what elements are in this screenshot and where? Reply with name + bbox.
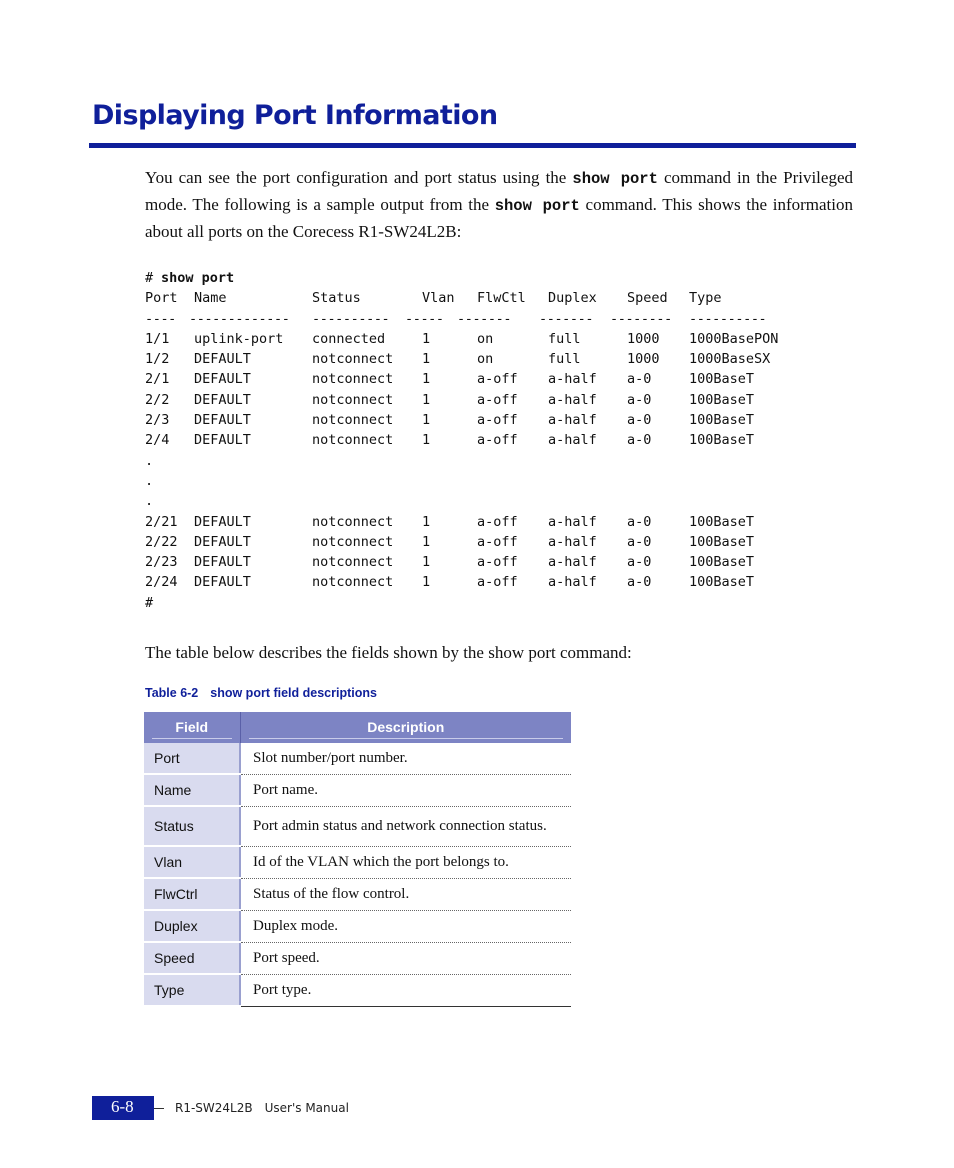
cli-cell: a-off	[477, 412, 518, 429]
cli-cell: 1000BaseSX	[689, 351, 771, 368]
cli-prompt: #	[145, 594, 154, 611]
table-row	[144, 974, 571, 1006]
cli-cell: DEFAULT	[194, 371, 251, 388]
cli-cell: 100BaseT	[689, 391, 755, 408]
cli-cell: a-half	[548, 391, 597, 408]
cli-cell: a-off	[477, 432, 518, 449]
description-cell: Port name.	[240, 774, 571, 806]
field-cell: Speed	[144, 942, 240, 974]
cli-cell: 1	[422, 554, 431, 571]
cli-header-cell: Type	[689, 290, 722, 307]
cli-header-cell: Speed	[627, 290, 668, 307]
intro-text-2: command in the Privileged mode. The following is a sample output from the	[145, 168, 853, 214]
title-rule	[89, 143, 856, 148]
cli-cell: 2/21	[145, 513, 178, 530]
cli-cell: DEFAULT	[194, 513, 251, 530]
cli-cell: DEFAULT	[194, 554, 251, 571]
cli-cell: uplink-port	[194, 330, 284, 347]
cli-cell: 1	[422, 574, 431, 591]
cli-cell: a-off	[477, 513, 518, 530]
cli-cell: a-0	[627, 513, 652, 530]
cli-cell: 1	[422, 513, 431, 530]
description-cell: Port admin status and network connection status.	[240, 806, 571, 846]
cli-cell: a-half	[548, 412, 597, 429]
cli-cell: DEFAULT	[194, 412, 251, 429]
description-cell: Slot number/port number.	[240, 743, 571, 774]
cli-header-cell: Vlan	[422, 290, 455, 307]
cli-cell: 2/24	[145, 574, 178, 591]
description-cell: Duplex mode.	[240, 910, 571, 942]
cli-header-cell: Duplex	[548, 290, 597, 307]
cli-cell: 100BaseT	[689, 371, 755, 388]
cli-cell: 2/1	[145, 371, 170, 388]
cli-ellipsis-dot: .	[145, 452, 154, 469]
cli-cell: 100BaseT	[689, 533, 755, 550]
cli-cell: a-0	[627, 574, 652, 591]
cli-header-cell: Name	[194, 290, 227, 307]
table-row	[144, 774, 571, 806]
cli-separator: -------	[539, 310, 594, 327]
cli-cell: 1/2	[145, 351, 170, 368]
cli-header-cell: Port	[145, 290, 178, 307]
cli-cell: connected	[312, 330, 386, 347]
cli-cell: DEFAULT	[194, 574, 251, 591]
cli-separator: ----------	[312, 310, 390, 327]
description-cell: Port type.	[240, 974, 571, 1006]
cli-cell: 1	[422, 330, 431, 347]
cli-cell: 2/2	[145, 391, 170, 408]
cli-cell: notconnect	[312, 574, 394, 591]
cli-cell: notconnect	[312, 351, 394, 368]
cli-separator: -------------	[189, 310, 290, 327]
cli-cell: a-off	[477, 391, 518, 408]
field-cell: Port	[144, 743, 240, 774]
cli-cell: DEFAULT	[194, 533, 251, 550]
cli-header-cell: FlwCtl	[477, 290, 526, 307]
cli-cell: 1	[422, 432, 431, 449]
cli-cell: 1000	[627, 330, 660, 347]
cli-cell: 2/23	[145, 554, 178, 571]
footer-manual-title	[175, 1101, 349, 1115]
cli-cell: DEFAULT	[194, 351, 251, 368]
cli-cell: a-half	[548, 533, 597, 550]
table-caption	[145, 686, 377, 700]
cli-command: show port	[161, 270, 235, 286]
table-row	[144, 910, 571, 942]
cli-cell: a-off	[477, 554, 518, 571]
field-cell: Vlan	[144, 846, 240, 878]
inline-command: show port	[494, 197, 580, 215]
field-cell: FlwCtrl	[144, 878, 240, 910]
cli-cell: notconnect	[312, 554, 394, 571]
page-number: 6-8	[111, 1097, 134, 1116]
cli-cell: on	[477, 351, 494, 368]
cli-prompt: #	[145, 270, 154, 286]
cli-cell: DEFAULT	[194, 432, 251, 449]
cli-cell: 1	[422, 533, 431, 550]
description-cell: Id of the VLAN which the port belongs to.	[240, 846, 571, 878]
description-cell: Status of the flow control.	[240, 878, 571, 910]
footer-dash	[154, 1108, 164, 1109]
table-row	[144, 846, 571, 878]
intro-text-1: You can see the port configuration and port status using the	[145, 168, 573, 187]
cli-cell: DEFAULT	[194, 391, 251, 408]
cli-cell: 2/22	[145, 533, 178, 550]
table-row	[144, 743, 571, 774]
cli-separator: -------	[457, 310, 512, 327]
cli-cell: a-half	[548, 554, 597, 571]
cli-cell: on	[477, 330, 494, 347]
cli-cell: notconnect	[312, 513, 394, 530]
cli-cell: 100BaseT	[689, 513, 755, 530]
cli-cell: a-half	[548, 371, 597, 388]
cli-header-cell: Status	[312, 290, 361, 307]
cli-cell: a-off	[477, 371, 518, 388]
cli-separator: ----------	[689, 310, 767, 327]
cli-cell: 2/3	[145, 412, 170, 429]
inline-command: show port	[572, 170, 658, 188]
page-title: Displaying Port Information	[92, 100, 498, 131]
page-number-box	[92, 1096, 154, 1120]
cli-cell: a-0	[627, 412, 652, 429]
cli-cell: 1	[422, 391, 431, 408]
field-description-table	[144, 712, 571, 1007]
cli-cell: 2/4	[145, 432, 170, 449]
cli-cell: a-off	[477, 533, 518, 550]
cli-cell: 100BaseT	[689, 432, 755, 449]
cli-cell: notconnect	[312, 391, 394, 408]
cli-cell: a-0	[627, 391, 652, 408]
table-caption-title: show port field descriptions	[210, 686, 377, 700]
cli-cell: notconnect	[312, 371, 394, 388]
column-header-field: Field	[144, 712, 240, 743]
cli-ellipsis-dot: .	[145, 472, 154, 489]
field-cell: Name	[144, 774, 240, 806]
field-cell: Duplex	[144, 910, 240, 942]
cli-cell: full	[548, 330, 581, 347]
cli-cell: a-half	[548, 432, 597, 449]
cli-cell: 100BaseT	[689, 412, 755, 429]
cli-cell: a-0	[627, 554, 652, 571]
cli-cell: notconnect	[312, 412, 394, 429]
cli-cell: 100BaseT	[689, 574, 755, 591]
intro-paragraph	[145, 165, 853, 244]
cli-cell: 1000BasePON	[689, 330, 779, 347]
cli-cell: 1000	[627, 351, 660, 368]
intro-text-3: command. This shows the information about all ports on the Corecess R1-SW24L2B:	[145, 195, 853, 241]
cli-cell: 1	[422, 351, 431, 368]
table-intro-paragraph: The table below describes the fields shown by the show port command:	[145, 643, 632, 662]
footer-product: R1-SW24L2B	[175, 1101, 253, 1115]
footer-manual: User's Manual	[264, 1101, 349, 1115]
cli-cell: a-off	[477, 574, 518, 591]
table-row	[144, 878, 571, 910]
cli-cell: 1/1	[145, 330, 170, 347]
cli-separator: -----	[405, 310, 444, 327]
cli-cell: notconnect	[312, 533, 394, 550]
table-row	[144, 806, 571, 846]
column-header-description: Description	[240, 712, 571, 743]
table-caption-number: Table 6-2	[145, 686, 199, 700]
cli-cell: a-half	[548, 513, 597, 530]
cli-cell: 100BaseT	[689, 554, 755, 571]
field-cell: Type	[144, 974, 240, 1006]
table-row	[144, 942, 571, 974]
description-cell: Port speed.	[240, 942, 571, 974]
cli-separator: --------	[610, 310, 672, 327]
cli-separator: ----	[145, 310, 176, 327]
field-cell: Status	[144, 806, 240, 846]
cli-cell: a-half	[548, 574, 597, 591]
cli-cell: notconnect	[312, 432, 394, 449]
cli-cell: a-0	[627, 371, 652, 388]
cli-ellipsis-dot: .	[145, 493, 154, 510]
cli-cell: a-0	[627, 432, 652, 449]
cli-cell: a-0	[627, 533, 652, 550]
cli-cell: full	[548, 351, 581, 368]
cli-cell: 1	[422, 371, 431, 388]
cli-cell: 1	[422, 412, 431, 429]
